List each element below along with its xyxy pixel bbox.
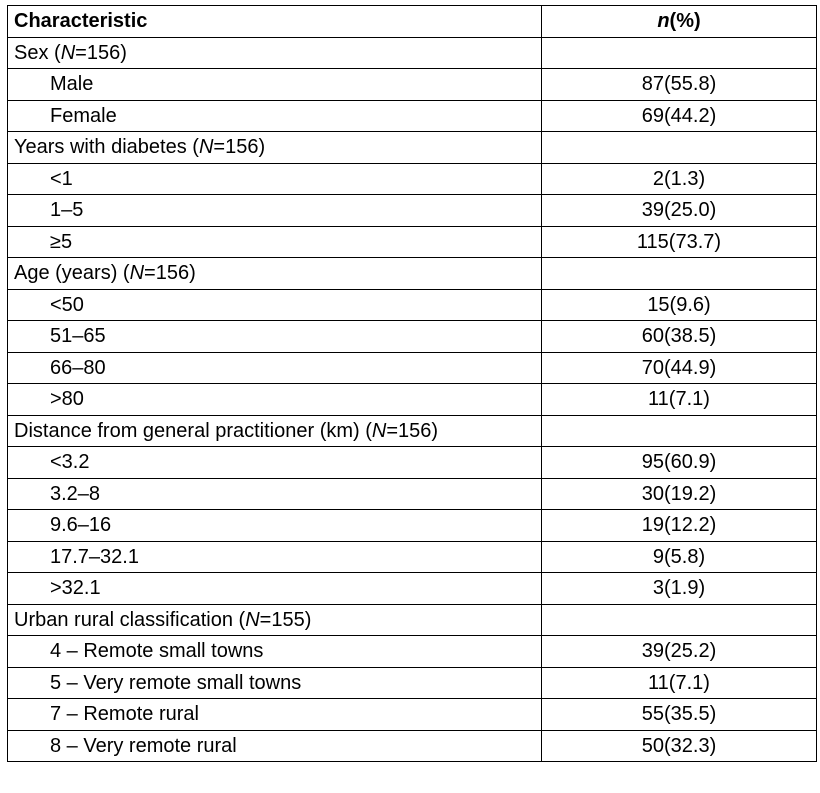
header-n-percent [542,6,817,38]
header-characteristic: Characteristic [8,6,542,38]
row-value: 30(19.2) [542,478,817,510]
row-value: 115(73.7) [542,226,817,258]
row-label: ≥5 [8,226,542,258]
group-row-sex [8,37,817,69]
table-row [8,352,817,384]
group-value-empty [542,604,817,636]
row-value: 50(32.3) [542,730,817,762]
row-label: 17.7–32.1 [8,541,542,573]
row-value: 39(25.2) [542,636,817,668]
row-label: <50 [8,289,542,321]
group-label: Age (years) (N=156) [8,258,542,290]
table-row [8,100,817,132]
group-value-empty [542,132,817,164]
group-row-years-with-diabetes [8,132,817,164]
row-value: 69(44.2) [542,100,817,132]
group-value-empty [542,258,817,290]
header-n-italic: n [657,10,670,33]
table-row [8,163,817,195]
header-row [8,6,817,38]
row-label: 3.2–8 [8,478,542,510]
row-value: 11(7.1) [542,384,817,416]
group-label: Distance from general practitioner (km) (N=156) [8,415,542,447]
group-label: Years with diabetes (N=156) [8,132,542,164]
table-row [8,573,817,605]
row-value: 9(5.8) [542,541,817,573]
row-label: <3.2 [8,447,542,479]
row-value: 2(1.3) [542,163,817,195]
row-label: <1 [8,163,542,195]
table-row [8,510,817,542]
table-row [8,384,817,416]
table-row [8,69,817,101]
row-label: 51–65 [8,321,542,353]
row-value: 55(35.5) [542,699,817,731]
row-label: 1–5 [8,195,542,227]
group-value-empty [542,37,817,69]
row-value: 70(44.9) [542,352,817,384]
group-label: Sex (N=156) [8,37,542,69]
table-row [8,667,817,699]
row-label: 5 – Very remote small towns [8,667,542,699]
row-label: 4 – Remote small towns [8,636,542,668]
table-row [8,321,817,353]
table-row [8,699,817,731]
table-row [8,226,817,258]
group-value-empty [542,415,817,447]
table-row [8,289,817,321]
row-value: 39(25.0) [542,195,817,227]
row-value: 87(55.8) [542,69,817,101]
characteristics-table [7,5,817,762]
row-label: 8 – Very remote rural [8,730,542,762]
group-row-age [8,258,817,290]
table-row [8,478,817,510]
row-value: 19(12.2) [542,510,817,542]
row-label: 7 – Remote rural [8,699,542,731]
row-label: >80 [8,384,542,416]
row-value: 95(60.9) [542,447,817,479]
table-row [8,541,817,573]
row-value: 3(1.9) [542,573,817,605]
group-row-distance [8,415,817,447]
group-label: Urban rural classification (N=155) [8,604,542,636]
table-row [8,636,817,668]
row-label: 66–80 [8,352,542,384]
row-label: Female [8,100,542,132]
table-row [8,447,817,479]
row-label: Male [8,69,542,101]
group-row-urban-rural [8,604,817,636]
header-percent: (%) [669,10,701,33]
row-value: 15(9.6) [542,289,817,321]
table-row [8,195,817,227]
row-value: 11(7.1) [542,667,817,699]
row-label: >32.1 [8,573,542,605]
row-label: 9.6–16 [8,510,542,542]
row-value: 60(38.5) [542,321,817,353]
table-row [8,730,817,762]
